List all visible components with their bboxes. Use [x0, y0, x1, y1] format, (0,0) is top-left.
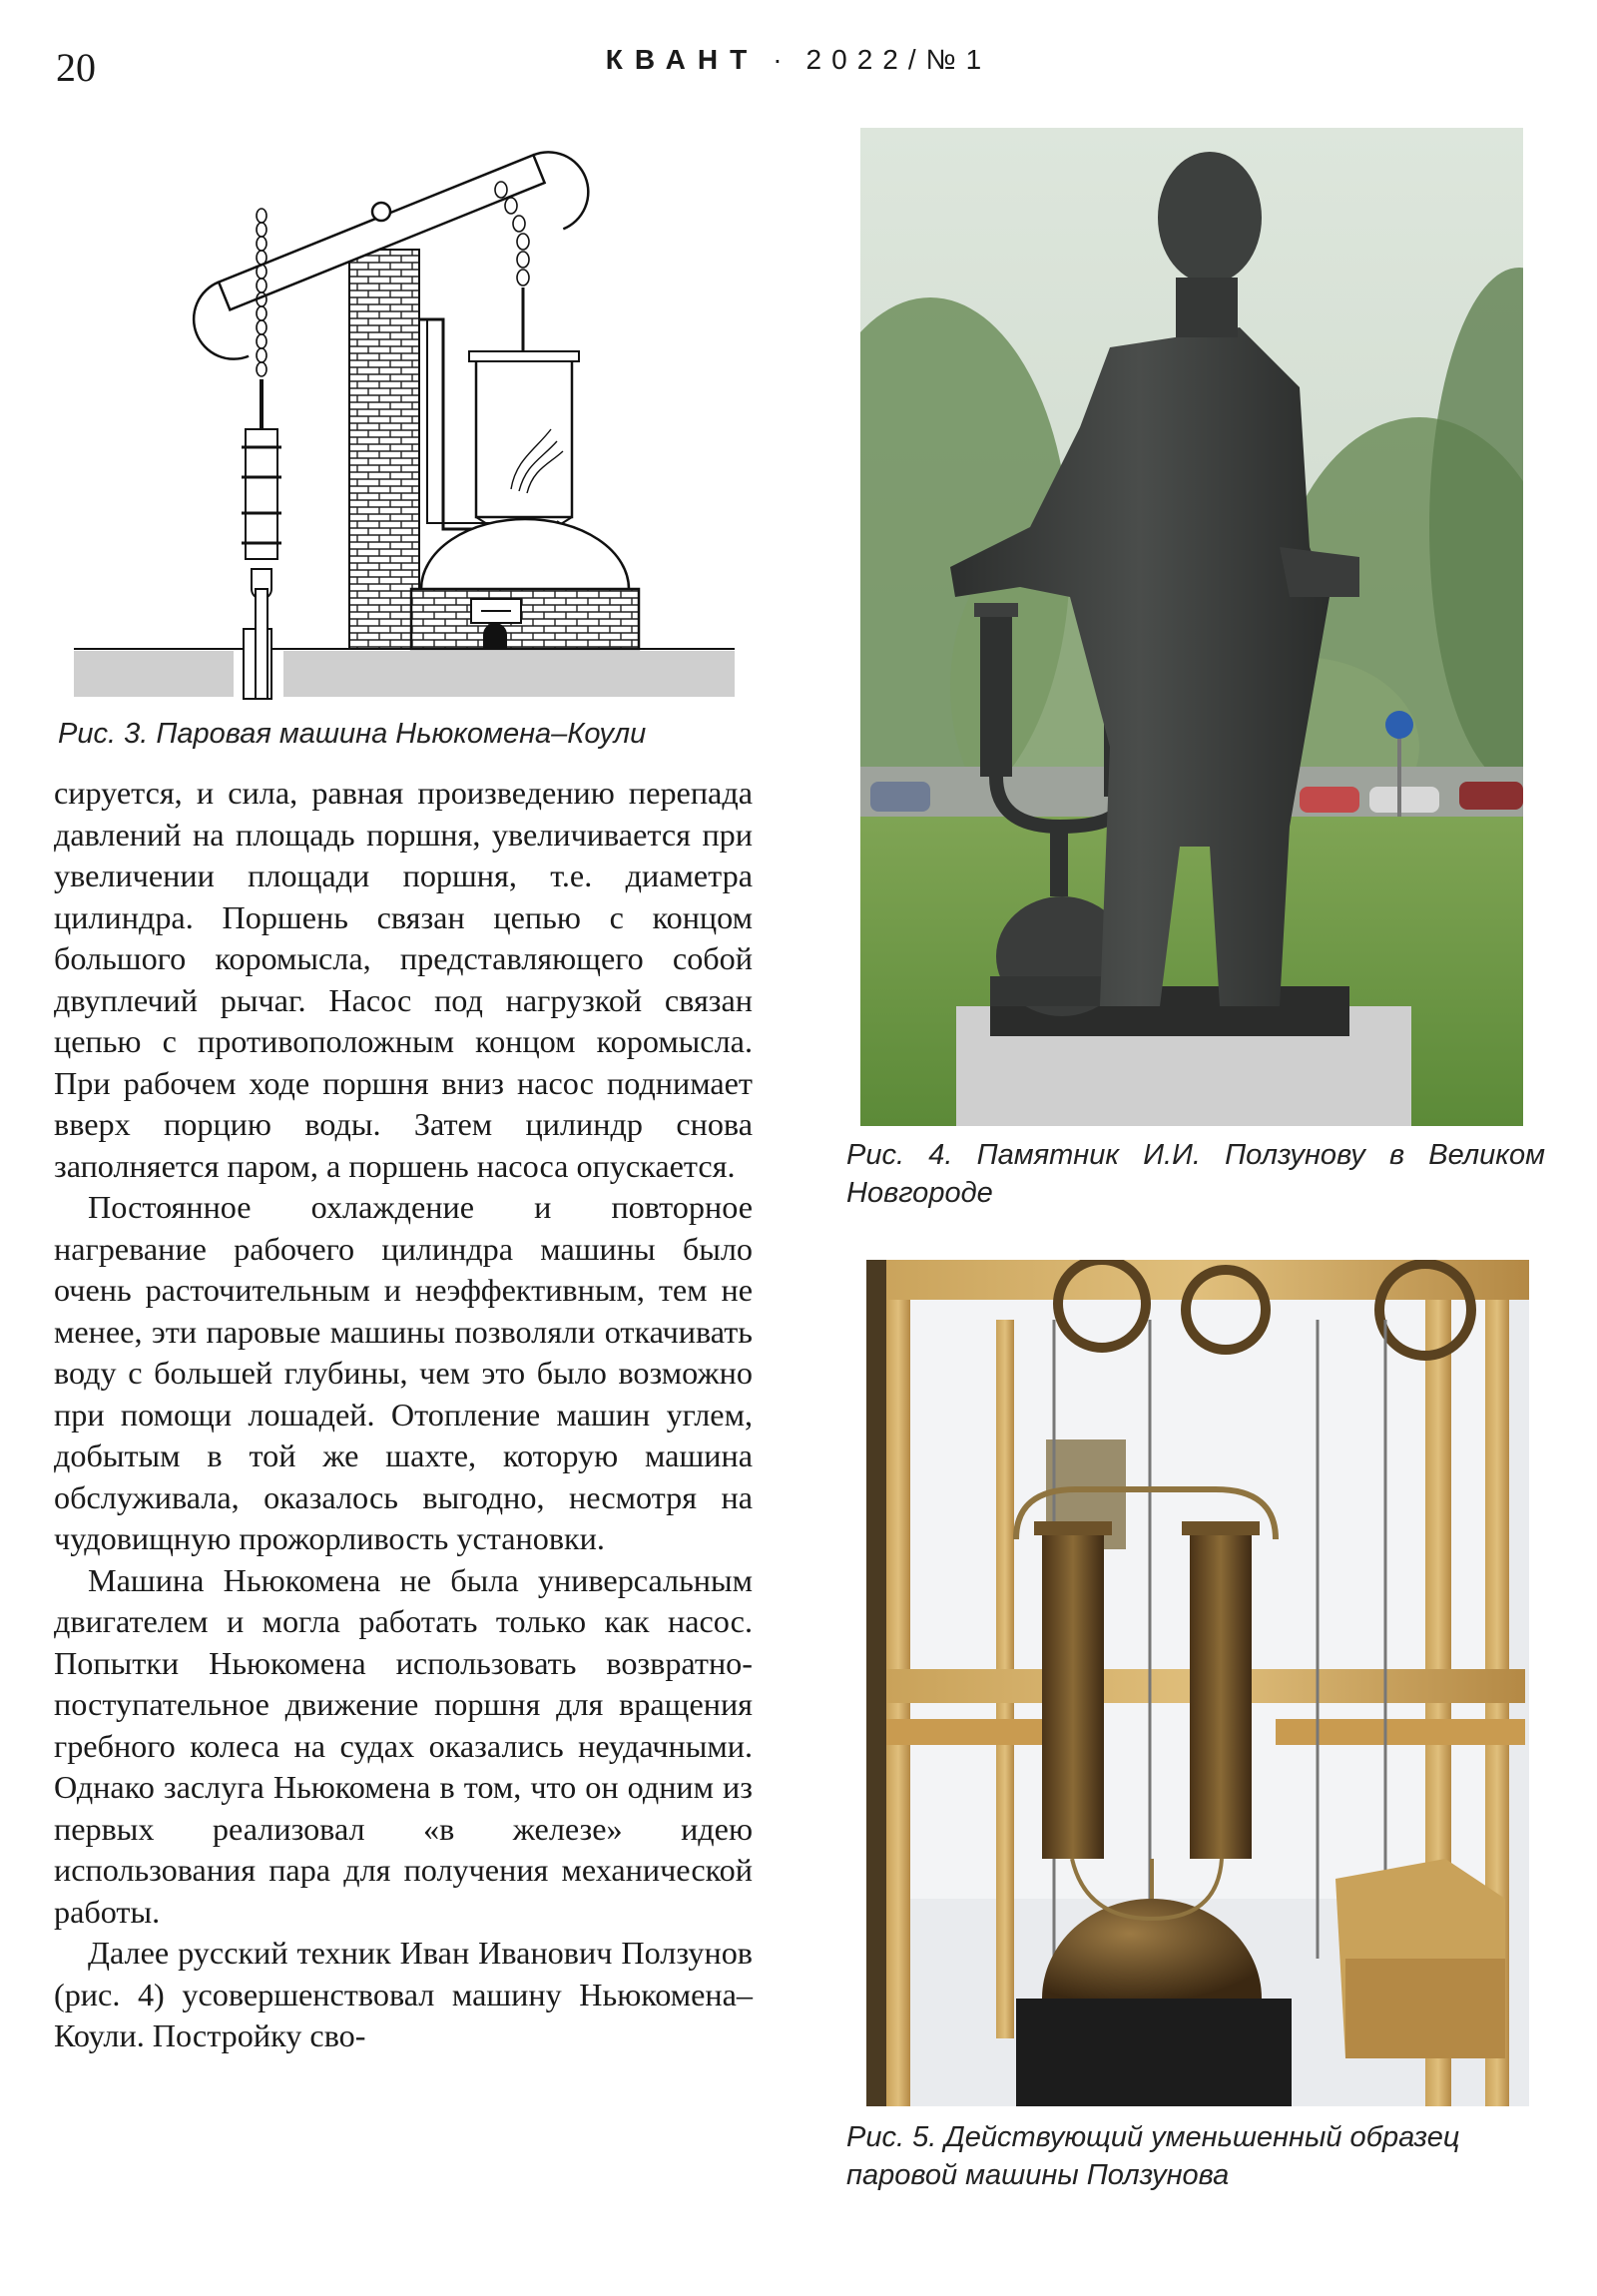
ground-right [283, 651, 735, 697]
header-separator: · [773, 44, 793, 75]
issue-number: 2022/№1 [805, 44, 992, 75]
figure-4-caption: Рис. 4. Памятник И.И. Ползунову в Великом Новгороде [846, 1139, 1545, 1209]
page-number: 20 [56, 45, 96, 90]
figure-5-caption: Рис. 5. Действующий уменьшенный образец паровой машины Ползунова [846, 2121, 1460, 2191]
ground-left [74, 651, 234, 697]
paragraph: Постоянное охлаждение и повторное нагревание рабочего цилиндра машины было очень расточительным и неэффективным, тем не менее, эти паровые машины позволяли откачивать воду с большей глубины, чем это было возможно при помощи лошадей. Отопление машин углем, добытым в той же шахте, которую машина обслуживала, оказалось выгодно, несмотря на чудовищную прожорливость установки. [54, 1189, 753, 1556]
paragraph: Машина Ньюкомена не была универсальным двигателем и могла работать только как насос. Попытки Ньюкомена использовать возвратно-поступательное движение поршня для вращения гребного колеса на судах оказались неудачными. Однако заслуга Ньюкомена в том, что он одним из первых реализовал «в железе» идею использования пара для получения механической работы. [54, 1561, 753, 1930]
piston-chain [495, 182, 529, 286]
brick-column [349, 250, 419, 649]
steam-cylinder [476, 357, 572, 517]
article-body [54, 773, 753, 2057]
figure-3-caption: Рис. 3. Паровая машина Ньюкомена–Коули [58, 718, 647, 750]
journal-title: КВАНТ [605, 44, 760, 75]
paragraph: Далее русский техник Иван Иванович Ползунов (рис. 4) усовершенствовал машину Ньюкомена–Коули. Постройку сво- [54, 1935, 753, 2053]
figure-5-engine-model-photo [866, 1260, 1529, 2106]
figure-4-polzunov-monument-photo [860, 128, 1523, 1126]
paragraph: сируется, и сила, равная произведению перепада давлений на площадь поршня, увеличивается при увеличении площади поршня, т.е. диаметра цилиндра. Поршень связан цепью с концом большого коромысла, представляющего собой двуплечий рычаг. Насос под нагрузкой связан цепью с противоположным концом коромысла. При рабочем ходе поршня вниз насос поднимает вверх порцию воды. Затем цилиндр снова заполняется паром, а поршень насоса опускается. [54, 775, 753, 1184]
beam-pivot [372, 203, 390, 221]
furnace [411, 589, 639, 649]
figure-3-newcomen-engine-drawing [72, 130, 741, 709]
running-header [0, 44, 1597, 76]
